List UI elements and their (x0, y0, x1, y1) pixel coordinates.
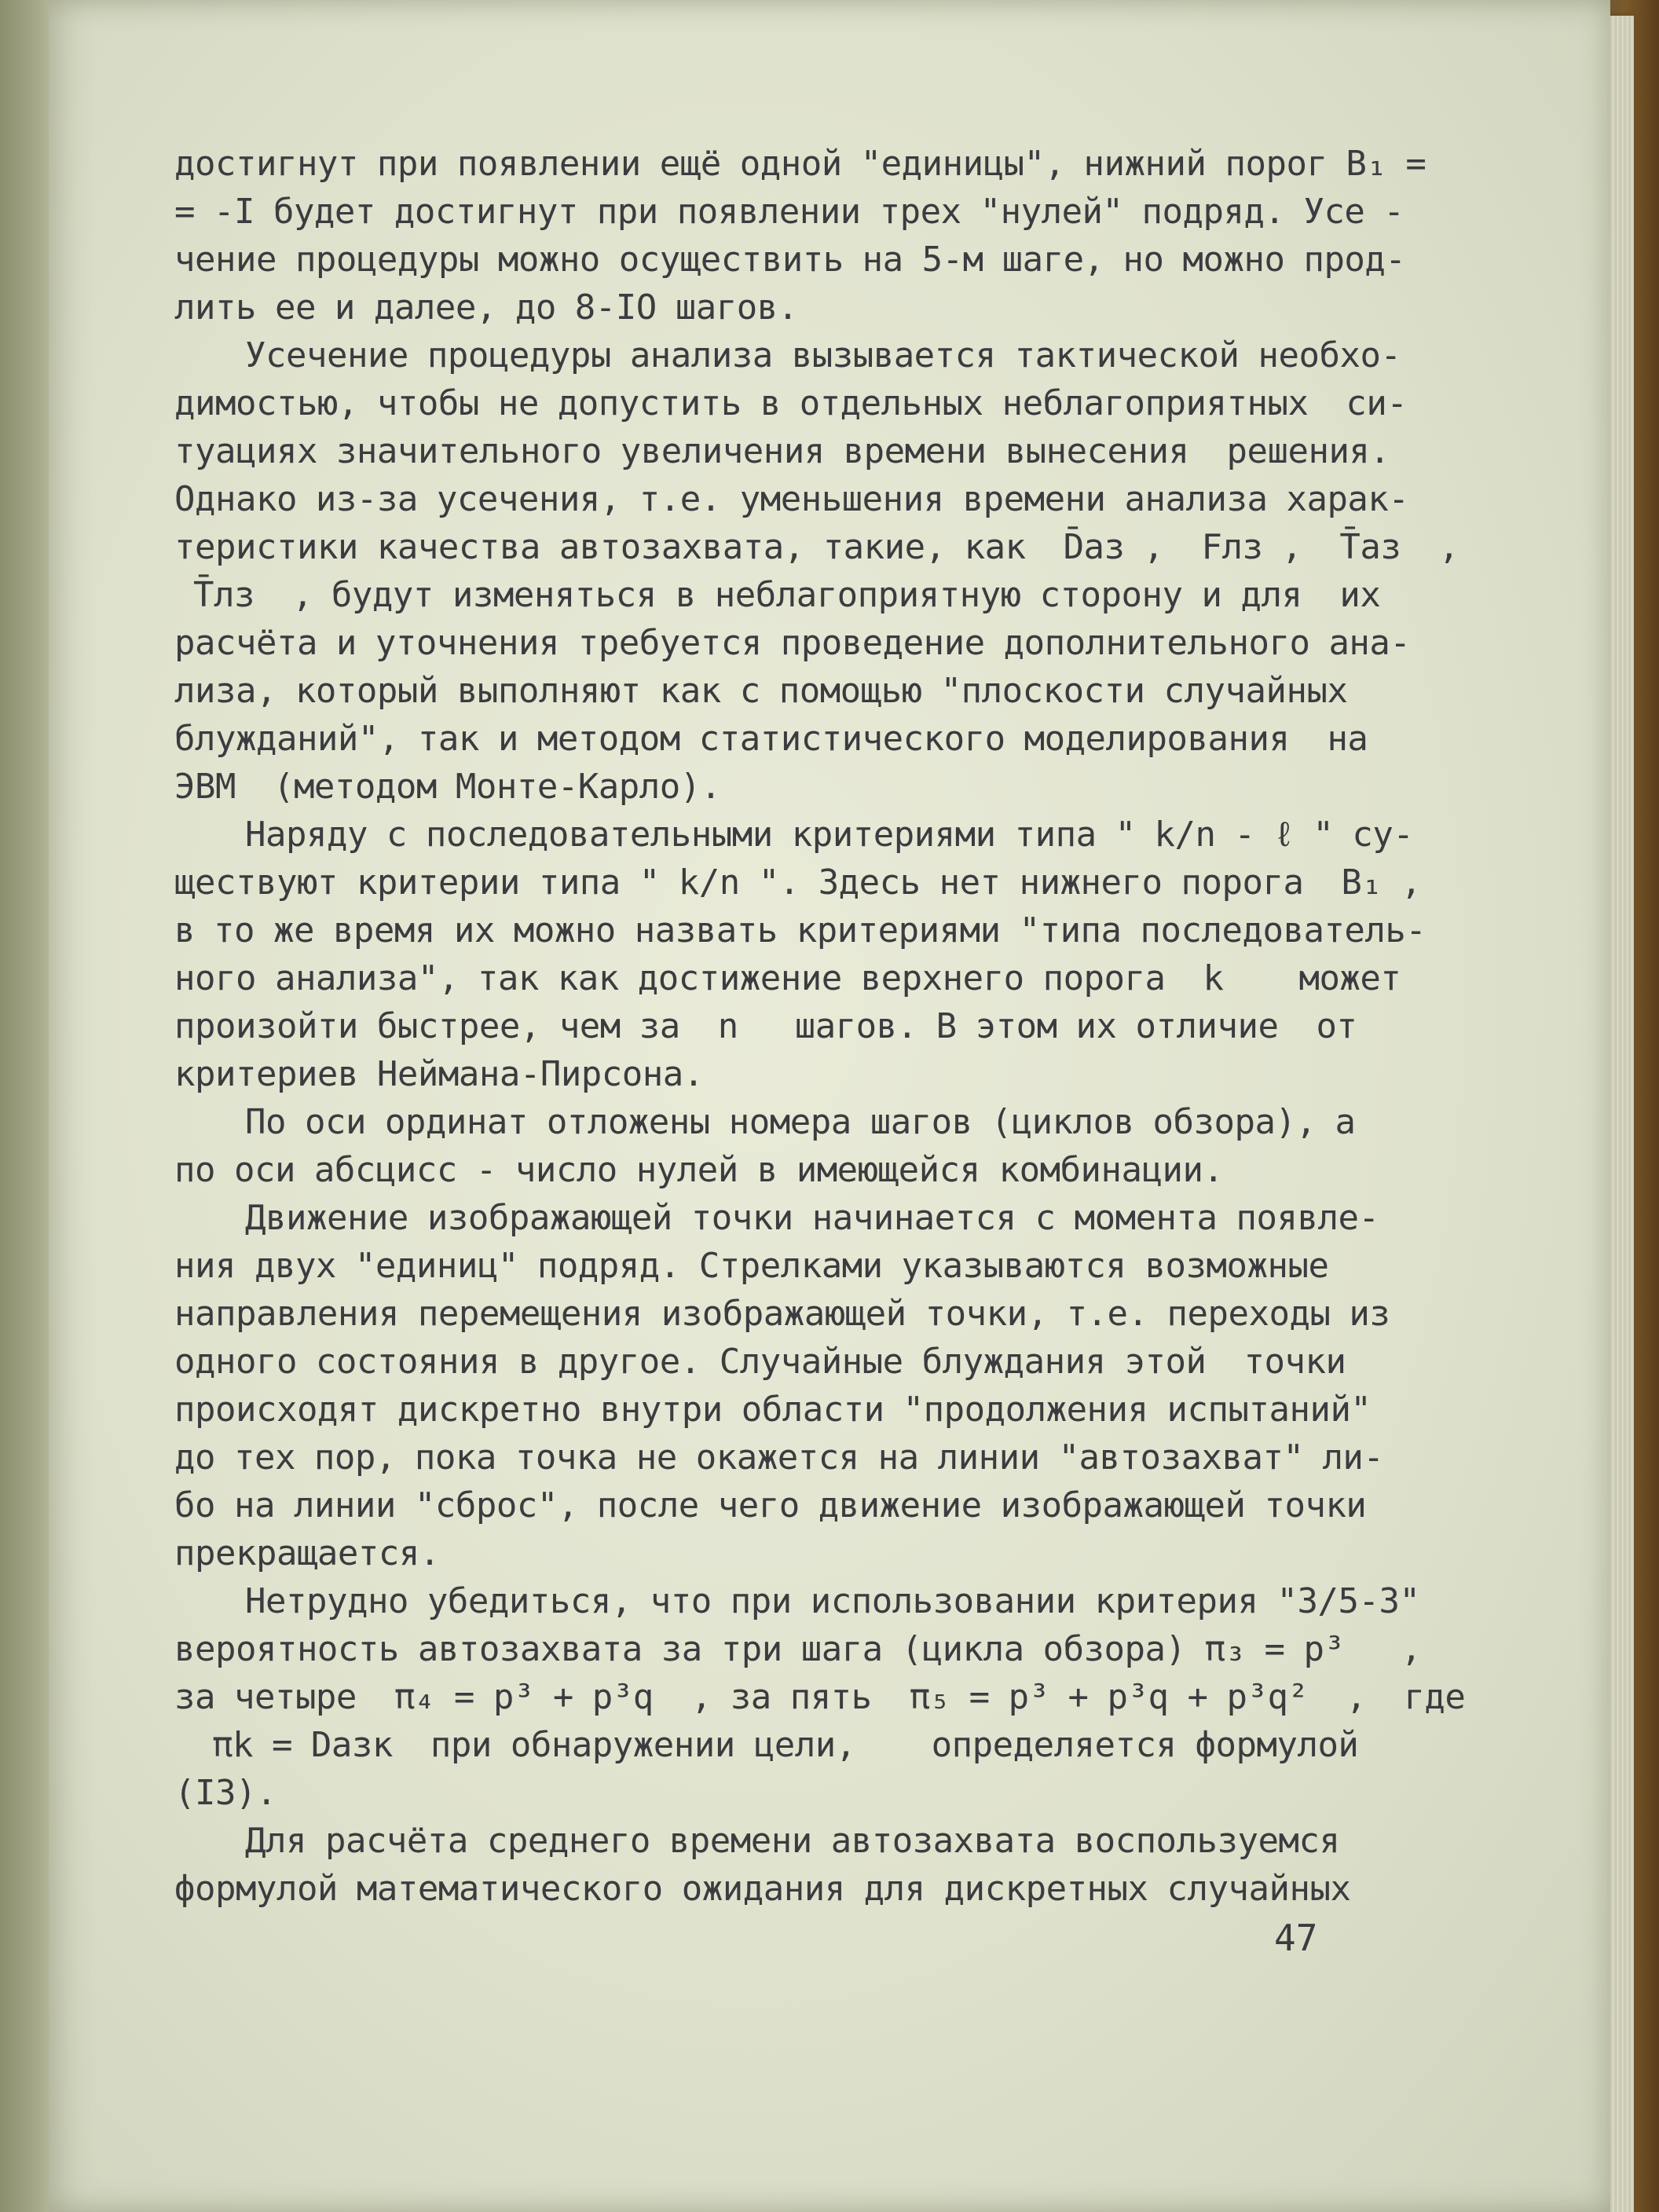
text-line: Однако из-за усечения, т.е. уменьшения времени анализа харак- (174, 479, 1409, 519)
text-line: происходят дискретно внутри области "продолжения испытаний" (174, 1390, 1372, 1430)
text-line: = -I будет достигнут при появлении трех "нулей" подряд. Усе - (174, 192, 1404, 232)
text-line: πk = Dазк при обнаружении цели, определяется формулой (174, 1725, 1359, 1765)
text-line: вероятность автозахвата за три шага (цикла обзора) π₃ = p³ , (174, 1629, 1422, 1669)
text-line: ществуют критерии типа " k/n ". Здесь нет нижнего порога B₁ , (174, 862, 1422, 903)
text-line: теристики качества автозахвата, такие, как D̄аз , Fлз , T̄аз , (174, 527, 1459, 567)
text-line: ния двух "единиц" подряд. Стрелками указываются возможные (174, 1246, 1329, 1286)
paragraph-start-line: Нетрудно убедиться, что при использовании критерия "3/5-3" (245, 1581, 1420, 1621)
body-text (174, 140, 1466, 1913)
text-line: димостью, чтобы не допустить в отдельных неблагоприятных си- (174, 383, 1408, 423)
text-line: критериев Неймана-Пирсона. (174, 1054, 704, 1094)
text-line: прекращается. (174, 1533, 440, 1573)
text-line: бо на линии "сброс", после чего движение изображающей точки (174, 1485, 1367, 1525)
paragraph-start-line: Наряду с последовательными критериями типа " k/n - ℓ " су- (245, 815, 1414, 855)
text-line: произойти быстрее, чем за n шагов. В этом их отличие от (174, 1006, 1357, 1046)
text-line: блужданий", так и методом статистического моделирования на (174, 719, 1368, 759)
text-line: достигнут при появлении ещё одной "единицы", нижний порог B₁ = (174, 144, 1426, 184)
text-line: T̄лз , будут изменяться в неблагоприятную сторону и для их (174, 575, 1381, 615)
book-page (49, 0, 1610, 2212)
paragraph-start-line: По оси ординат отложены номера шагов (циклов обзора), а (245, 1102, 1356, 1142)
text-line: за четыре π₄ = p³ + p³q , за пять π₅ = p³ + p³q + p³q² , где (174, 1677, 1466, 1717)
text-line: одного состояния в другое. Случайные блуждания этой точки (174, 1342, 1346, 1382)
text-line: чение процедуры можно осуществить на 5-м шаге, но можно прод- (174, 240, 1406, 280)
text-line: (I3). (174, 1773, 276, 1813)
text-line: по оси абсцисс - число нулей в имеющейся комбинации. (174, 1150, 1224, 1190)
text-line: формулой математического ожидания для дискретных случайных (174, 1869, 1351, 1909)
text-line: до тех пор, пока точка не окажется на линии "автозахват" ли- (174, 1437, 1384, 1478)
paragraph-start-line: Для расчёта среднего времени автозахвата воспользуемся (245, 1821, 1340, 1861)
text-line: ЭВМ (методом Монте-Карло). (174, 767, 721, 807)
text-line: в то же время их можно назвать критериями "типа последователь- (174, 910, 1426, 950)
left-page-edge (0, 0, 55, 2212)
paragraph-start-line: Усечение процедуры анализа вызывается тактической необхо- (245, 335, 1401, 375)
text-line: ного анализа", так как достижение верхнего порога k может (174, 958, 1401, 998)
text-line: направления перемещения изображающей точки, т.е. переходы из (174, 1294, 1390, 1334)
paragraph-start-line: Движение изображающей точки начинается с момента появле- (245, 1198, 1379, 1238)
text-line: расчёта и уточнения требуется проведение дополнительного ана- (174, 623, 1411, 663)
page-number: 47 (1274, 1917, 1318, 1959)
text-line: туациях значительного увеличения времени вынесения решения. (174, 431, 1390, 471)
text-line: лить ее и далее, до 8-IO шагов. (174, 287, 798, 328)
text-line: лиза, который выполняют как с помощью "плоскости случайных (174, 671, 1348, 711)
